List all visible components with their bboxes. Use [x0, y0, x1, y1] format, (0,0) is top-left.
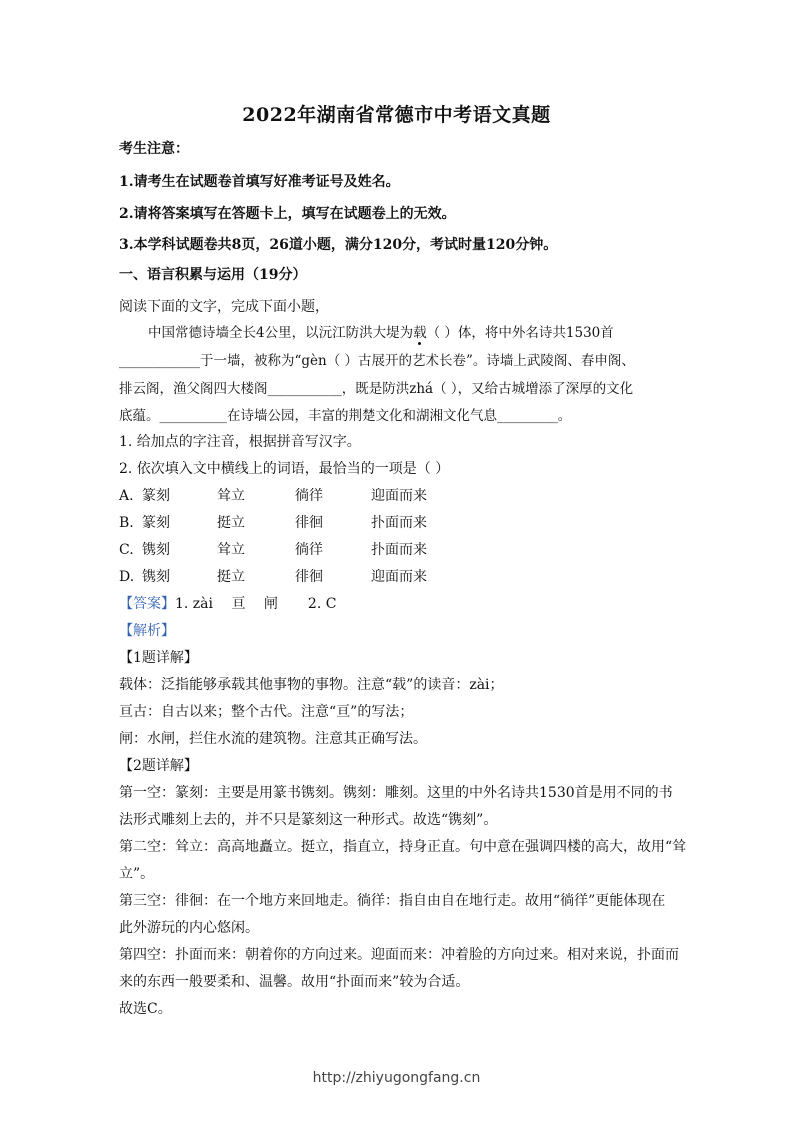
q1-detail-line: 亘古：自古以来；整个古代。注意“亘”的写法；: [119, 704, 414, 720]
q1-detail-line: 闸：水闸，拦住水流的建筑物。注意其正确写法。: [119, 731, 427, 747]
option-word-4: 迎面而来: [371, 569, 427, 585]
passage-line-3: 排云阁，渔父阁四大楼阁___________，既是防洪zhá（ ），又给古城增添了深厚的文化: [119, 381, 634, 397]
option-word-3: 徘徊: [295, 569, 323, 585]
option-word-3: 徘徊: [295, 515, 323, 531]
passage-line-1: [148, 324, 678, 342]
q2-detail-line: 此外游玩的内心悠闲。: [119, 920, 259, 936]
option-letter: B.: [119, 515, 134, 531]
section-heading: 一、语言积累与运用（19分）: [119, 267, 307, 283]
notice-item-3: 3.本学科试题卷共8页，26道小题，满分120分，考试时量120分钟。: [119, 237, 558, 253]
q2-detail-line: 故选C。: [119, 1001, 172, 1017]
passage-line-2: [119, 352, 679, 370]
passage-text-1a: 中国常德诗墙全长4公里，以沅江防洪大堤为: [148, 325, 414, 341]
passage-text-2: 于一墙，被称为“gèn（ ）古展开的艺术长卷”。诗墙上武陵阁、春申阁、: [200, 353, 635, 369]
answer-line: [119, 595, 679, 613]
option-word-1: 篆刻: [142, 488, 170, 504]
option-word-4: 扑面而来: [371, 542, 427, 558]
q2-detail-line: 第三空：徘徊：在一个地方来回地走。徜徉：指自由自在地行走。故用“徜徉”更能体现在: [119, 893, 666, 909]
q2-detail-line: 第四空：扑面而来：朝着你的方向过来。迎面而来：冲着脸的方向过来。相对来说，扑面而: [119, 947, 679, 963]
option-word-1: 篆刻: [142, 515, 170, 531]
option-letter: C.: [119, 542, 134, 558]
passage-line-4: 底蕴。__________在诗墙公园，丰富的荆楚文化和湖湘文化气息_________。: [119, 408, 572, 424]
option-word-2: 耸立: [217, 488, 245, 504]
option-word-3: 徜徉: [295, 488, 323, 504]
passage-blank-paren: （ ）: [426, 325, 458, 341]
page-title: 2022年湖南省常德市中考语文真题: [242, 104, 551, 126]
answer-text-2: 2. C: [307, 596, 337, 612]
q2-detail-heading: 【2题详解】: [119, 758, 198, 774]
reading-instruction: 阅读下面的文字，完成下面小题，: [119, 299, 329, 315]
notice-heading: 考生注意：: [119, 141, 189, 157]
option-letter: D.: [119, 569, 135, 585]
analysis-label: 【解析】: [119, 623, 175, 639]
q1-detail-heading: 【1题详解】: [119, 650, 198, 666]
q2-detail-line: 立”。: [119, 866, 155, 882]
q2-detail-line: 来的东西一般要柔和、温馨。故用“扑面而来”较为合适。: [119, 974, 470, 990]
option-word-2: 挺立: [217, 515, 245, 531]
option-word-2: 挺立: [217, 569, 245, 585]
option-word-3: 徜徉: [295, 542, 323, 558]
q1-detail-line: 载体：泛指能够承载其他事物的事物。注意“载”的读音：zài；: [119, 677, 504, 693]
question-2: 2. 依次填入文中横线上的词语，最恰当的一项是（ ）: [119, 461, 450, 477]
option-word-4: 扑面而来: [371, 515, 427, 531]
dotted-char: 载: [413, 325, 427, 341]
answer-text-1: 1. zài 亘 闸: [175, 596, 278, 612]
option-word-1: 镌刻: [142, 542, 170, 558]
answer-label: 【答案】: [119, 596, 175, 612]
footer-url: http://zhiyugongfang.cn: [312, 1070, 481, 1086]
passage-text-1b: 体，将中外名诗共1530首: [457, 325, 614, 341]
option-word-4: 迎面而来: [371, 488, 427, 504]
notice-item-1: 1.请考生在试题卷首填写好准考证号及姓名。: [119, 174, 400, 190]
notice-item-2: 2.请将答案填写在答题卡上，填写在试题卷上的无效。: [119, 206, 456, 222]
question-1: 1. 给加点的字注音，根据拼音写汉字。: [119, 434, 361, 450]
option-word-1: 镌刻: [142, 569, 170, 585]
q2-detail-line: 法形式雕刻上去的，并不只是篆刻这一种形式。故选“镌刻”。: [119, 812, 498, 828]
q2-detail-line: 第一空：篆刻：主要是用篆书镌刻。镌刻：雕刻。这里的中外名诗共1530首是用不同的书: [119, 785, 673, 801]
q2-detail-line: 第二空：耸立：高高地矗立。挺立，指直立，持身正直。句中意在强调四楼的高大，故用“耸: [119, 839, 687, 855]
option-letter: A.: [119, 488, 134, 504]
passage-blank-1: ____________: [119, 353, 200, 369]
option-word-2: 耸立: [217, 542, 245, 558]
